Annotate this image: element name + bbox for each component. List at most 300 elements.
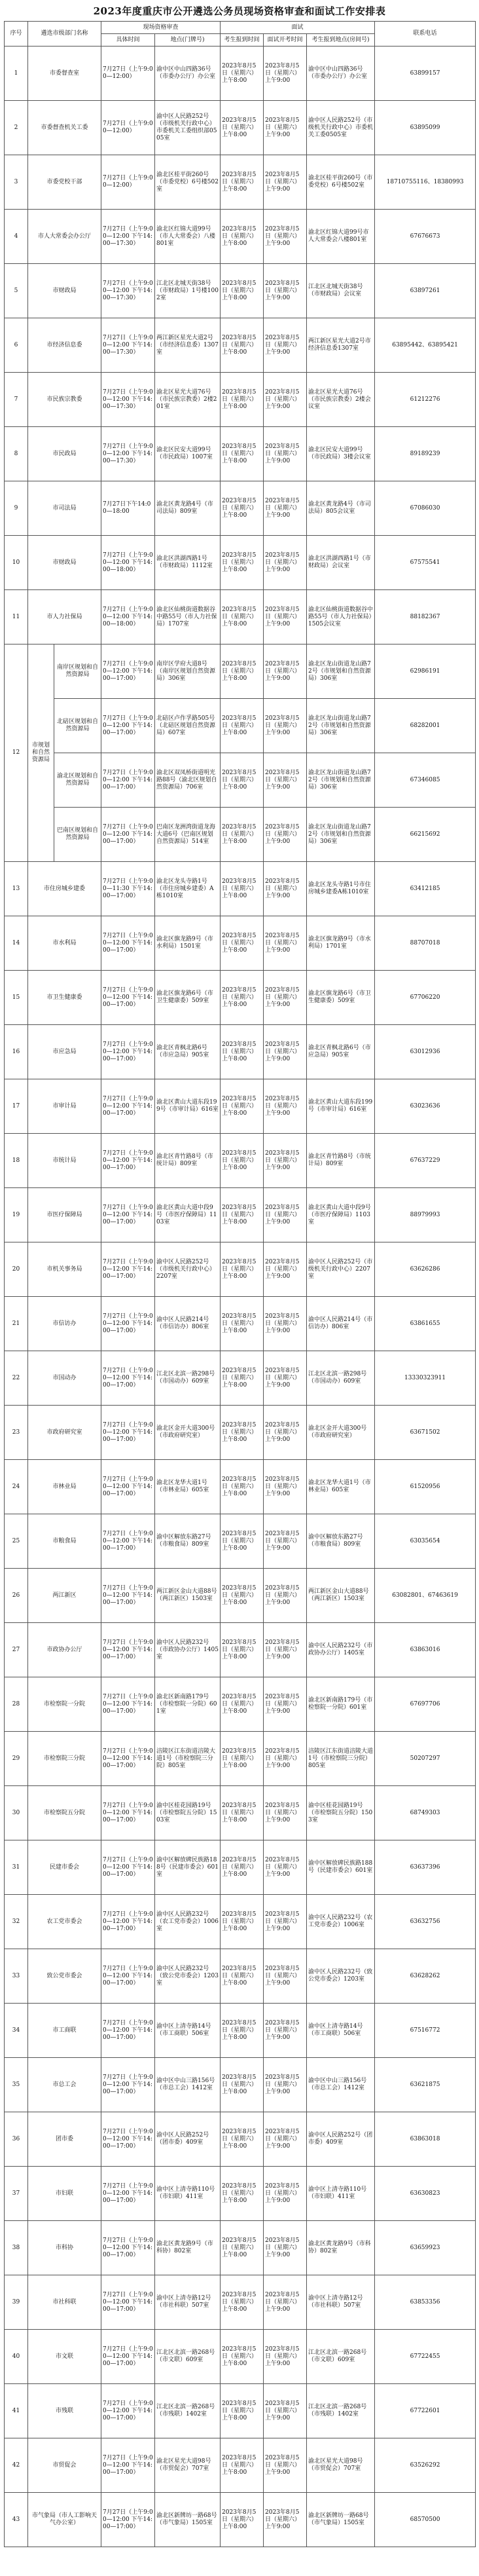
interview-time-cell: 2023年8月5日（星期六）上午9:00 xyxy=(264,1188,307,1242)
table-row xyxy=(5,2493,476,2547)
table-row xyxy=(5,318,476,373)
interview-time-cell: 2023年8月5日（星期六）上午9:00 xyxy=(264,2438,307,2493)
interview-place-cell: 渝中区中山三路156号（市总工会）1412室 xyxy=(307,2058,375,2112)
unit-cell: 市统计局 xyxy=(28,1134,101,1188)
table-row xyxy=(5,1351,476,1406)
unit-cell: 市委党校干部 xyxy=(28,155,101,210)
phone-cell: 63621875 xyxy=(375,2058,476,2112)
review-time-cell: 7月27日（上午9:00—12:00 下午14:00—17:30） xyxy=(101,373,155,427)
interview-time-cell: 2023年8月5日（星期六）上午9:00 xyxy=(264,101,307,155)
interview-time-cell: 2023年8月5日（星期六）上午9:00 xyxy=(264,1623,307,1677)
row-index-cell: 18 xyxy=(5,1134,28,1188)
arrive-time-cell: 2023年8月5日（星期六）上午8:00 xyxy=(221,264,264,318)
phone-cell: 67722601 xyxy=(375,2384,476,2438)
interview-place-cell: 两江新区金山大道88号（两江新区）1503室 xyxy=(307,1569,375,1623)
unit-cell: 市卫生健康委 xyxy=(28,971,101,1025)
review-time-cell: 7月27日（上午9:00—12:00 下午14:00—17:00） xyxy=(101,2493,155,2547)
review-place-cell: 渝中区解放东路27号（市粮食局）809室 xyxy=(155,1514,221,1569)
table-row xyxy=(5,1840,476,1895)
arrive-time-cell: 2023年8月5日（星期六）上午8:00 xyxy=(221,373,264,427)
review-place-cell: 渝北区黄山大道东段199号（市审计局）616室 xyxy=(155,1079,221,1134)
review-place-cell: 渝中区人民路214号（市信访办）806室 xyxy=(155,1297,221,1351)
unit-cell: 市贸促会 xyxy=(28,2438,101,2493)
interview-time-cell: 2023年8月5日（星期六）上午9:00 xyxy=(264,1406,307,1460)
interview-time-cell: 2023年8月5日（星期六）上午9:00 xyxy=(264,1079,307,1134)
interview-time-cell: 2023年8月5日（星期六）上午9:00 xyxy=(264,916,307,971)
review-time-cell: 7月27日（上午9:00—12:00 下午14:00—17:00） xyxy=(101,2275,155,2330)
table-header-row xyxy=(5,22,476,34)
interview-time-cell: 2023年8月5日（星期六）上午9:00 xyxy=(264,536,307,590)
review-time-cell: 7月27日（上午9:00—12:00） xyxy=(101,47,155,101)
table-row xyxy=(5,1569,476,1623)
interview-time-cell: 2023年8月5日（星期六）上午9:00 xyxy=(264,2384,307,2438)
interview-time-cell: 2023年8月5日（星期六）上午9:00 xyxy=(264,1677,307,1732)
interview-place-cell: 渝北区新牌坊一路68号（市气象局）1505室 xyxy=(307,2493,375,2547)
table-row xyxy=(5,373,476,427)
review-time-cell: 7月27日（上午9:00—12:00 下午14:00—18:00） xyxy=(101,536,155,590)
review-place-cell: 渝中区人民路232号（市政协办公厅）1405室 xyxy=(155,1623,221,1677)
row-index-cell: 14 xyxy=(5,916,28,971)
unit-cell: 市委督查机关工委 xyxy=(28,101,101,155)
phone-cell: 63035654 xyxy=(375,1514,476,1569)
table-row xyxy=(5,2112,476,2167)
review-time-cell: 7月27日（上午9:00—12:00 下午14:00—17:00） xyxy=(101,2004,155,2058)
interview-place-cell: 渝中区人民路252号（团市委）409室 xyxy=(307,2112,375,2167)
review-time-cell: 7月27日（上午9:00—12:00 下午14:00—17:00） xyxy=(101,1569,155,1623)
review-place-cell: 渝北区桂平街260号（市委党校）6号楼502室 xyxy=(155,155,221,210)
phone-cell: 63897261 xyxy=(375,264,476,318)
arrive-time-cell: 2023年8月5日（星期六）上午8:00 xyxy=(221,1786,264,1840)
arrive-time-cell: 2023年8月5日（星期六）上午8:00 xyxy=(221,1134,264,1188)
row-index-cell: 17 xyxy=(5,1079,28,1134)
unit-cell: 市科协 xyxy=(28,2221,101,2275)
phone-cell: 67516772 xyxy=(375,2004,476,2058)
arrive-time-cell: 2023年8月5日（星期六）上午8:00 xyxy=(221,1623,264,1677)
review-place-cell: 渝北区金开大道300号（市政府研究室） xyxy=(155,1406,221,1460)
phone-cell: 67637229 xyxy=(375,1134,476,1188)
review-time-cell: 7月27日（上午9:00—12:00 下午14:00—17:00） xyxy=(101,699,155,753)
interview-place-cell: 渝中区人民路214号（市信访办）806室 xyxy=(307,1297,375,1351)
review-time-cell: 7月27日（上午9:00—12:00 下午14:00—17:00） xyxy=(101,1242,155,1297)
arrive-time-cell: 2023年8月5日（星期六）上午8:00 xyxy=(221,318,264,373)
unit-cell: 市工商联 xyxy=(28,2004,101,2058)
phone-cell: 67575541 xyxy=(375,536,476,590)
arrive-time-cell: 2023年8月5日（星期六）上午8:00 xyxy=(221,1188,264,1242)
interview-place-cell: 渝北区桂平街260号（市委党校）6号楼502室 xyxy=(307,155,375,210)
arrive-time-cell: 2023年8月5日（星期六）上午8:00 xyxy=(221,1732,264,1786)
phone-cell: 67086030 xyxy=(375,481,476,536)
row-index-cell: 33 xyxy=(5,1949,28,2004)
unit-cell: 市信访办 xyxy=(28,1297,101,1351)
interview-time-cell: 2023年8月5日（星期六）上午9:00 xyxy=(264,1460,307,1514)
arrive-time-cell: 2023年8月5日（星期六）上午8:00 xyxy=(221,699,264,753)
review-time-cell: 7月27日（上午9:00—12:00 下午14:00—17:00） xyxy=(101,2438,155,2493)
interview-time-cell: 2023年8月5日（星期六）上午9:00 xyxy=(264,2058,307,2112)
review-time-cell: 7月27日（上午9:00—12:00 下午14:00—17:30） xyxy=(101,264,155,318)
table-row xyxy=(5,2330,476,2384)
arrive-time-cell: 2023年8月5日（星期六）上午8:00 xyxy=(221,1569,264,1623)
interview-time-cell: 2023年8月5日（星期六）上午9:00 xyxy=(264,699,307,753)
interview-time-cell: 2023年8月5日（星期六）上午9:00 xyxy=(264,481,307,536)
row-index-cell: 15 xyxy=(5,971,28,1025)
row-index-cell: 11 xyxy=(5,590,28,644)
review-place-cell: 渝中区解放碑民族路188号（民建市委会）601室 xyxy=(155,1840,221,1895)
unit-cell: 市审计局 xyxy=(28,1079,101,1134)
phone-cell: 63023636 xyxy=(375,1079,476,1134)
review-place-cell: 渝北区龙华大道1号（市林业局）605室 xyxy=(155,1460,221,1514)
row-index-cell: 2 xyxy=(5,101,28,155)
review-time-cell: 7月27日（上午9:00—12:00 下午14:00—17:00） xyxy=(101,1514,155,1569)
interview-place-cell: 渝北区旗龙路9号（市水利局）1701室 xyxy=(307,916,375,971)
unit-cell: 市检察院一分院 xyxy=(28,1677,101,1732)
review-time-cell: 7月27日（上午9:00—12:00） xyxy=(101,155,155,210)
table-row xyxy=(5,1079,476,1134)
phone-cell: 88182367 xyxy=(375,590,476,644)
table-row xyxy=(5,2438,476,2493)
review-place-cell: 渝北区民安大道99号（市民政局）1007室 xyxy=(155,427,221,481)
arrive-time-cell: 2023年8月5日（星期六）上午8:00 xyxy=(221,2493,264,2547)
phone-cell: 67697706 xyxy=(375,1677,476,1732)
row-index-cell: 13 xyxy=(5,862,28,916)
unit-cell: 市机关事务局 xyxy=(28,1242,101,1297)
schedule-table xyxy=(4,21,476,2547)
review-time-cell: 7月27日（上午9:00—12:00 下午14:00—17:00） xyxy=(101,2167,155,2221)
arrive-time-cell: 2023年8月5日（星期六）上午8:00 xyxy=(221,1406,264,1460)
review-time-cell: 7月27日（上午9:00—12:00 下午14:00—17:00） xyxy=(101,1406,155,1460)
header-review-time: 具体时间 xyxy=(101,34,155,47)
unit-cell: 市人大常委会办公厅 xyxy=(28,210,101,264)
phone-cell: 63628262 xyxy=(375,1949,476,2004)
arrive-time-cell: 2023年8月5日（星期六）上午8:00 xyxy=(221,427,264,481)
phone-cell: 67722455 xyxy=(375,2330,476,2384)
phone-cell: 68570500 xyxy=(375,2493,476,2547)
unit-cell: 市财政局 xyxy=(28,536,101,590)
unit-cell: 市政协办公厅 xyxy=(28,1623,101,1677)
review-time-cell: 7月27日（上午9:00—12:00 下午14:00—17:00） xyxy=(101,1025,155,1079)
arrive-time-cell: 2023年8月5日（星期六）上午8:00 xyxy=(221,1242,264,1297)
unit-cell: 市财政局 xyxy=(28,264,101,318)
review-place-cell: 渝北区青竹路8号（市统计局）809室 xyxy=(155,1134,221,1188)
arrive-time-cell: 2023年8月5日（星期六）上午8:00 xyxy=(221,862,264,916)
review-place-cell: 渝北区黄龙路4号（市司法局）809室 xyxy=(155,481,221,536)
arrive-time-cell: 2023年8月5日（星期六）上午8:00 xyxy=(221,2275,264,2330)
review-place-cell: 渝中区上清寺路14号（市工商联）506室 xyxy=(155,2004,221,2058)
table-row xyxy=(5,264,476,318)
arrive-time-cell: 2023年8月5日（星期六）上午8:00 xyxy=(221,1949,264,2004)
review-time-cell: 7月27日（上午9:00—12:00 下午14:00—18:00） xyxy=(101,590,155,644)
unit-cell: 两江新区 xyxy=(28,1569,101,1623)
header-unit: 遴选市级部门名称 xyxy=(28,22,101,47)
row-index-cell: 36 xyxy=(5,2112,28,2167)
review-time-cell: 7月27日（上午9:00—12:00 下午14:00—17:00） xyxy=(101,1079,155,1134)
row-index-cell: 26 xyxy=(5,1569,28,1623)
review-place-cell: 渝中区人民路252号（市级机关行政中心）2207室 xyxy=(155,1242,221,1297)
table-row xyxy=(5,2167,476,2221)
header-review-place: 地点(门牌号) xyxy=(155,34,221,47)
review-place-cell: 渝中区上清寺路110号（市妇联）411室 xyxy=(155,2167,221,2221)
table-row xyxy=(5,1623,476,1677)
interview-place-cell: 渝北区星光大道76号（市民族宗教委）2楼会议室 xyxy=(307,373,375,427)
table-row xyxy=(5,47,476,101)
phone-cell: 63012936 xyxy=(375,1025,476,1079)
interview-time-cell: 2023年8月5日（星期六）上午9:00 xyxy=(264,1297,307,1351)
unit-cell: 市委督查室 xyxy=(28,47,101,101)
arrive-time-cell: 2023年8月5日（星期六）上午8:00 xyxy=(221,481,264,536)
arrive-time-cell: 2023年8月5日（星期六）上午8:00 xyxy=(221,155,264,210)
row-index-cell: 4 xyxy=(5,210,28,264)
row-index-cell: 27 xyxy=(5,1623,28,1677)
phone-cell: 63082801、67463619 xyxy=(375,1569,476,1623)
row-index-cell: 10 xyxy=(5,536,28,590)
review-time-cell: 7月27日（上午9:00—12:00 下午14:00—17:00） xyxy=(101,1460,155,1514)
phone-cell: 61520956 xyxy=(375,1460,476,1514)
unit-cell: 北碚区规划和自然资源局 xyxy=(54,699,101,753)
review-place-cell: 渝北区旗龙路6号（市卫生健康委）509室 xyxy=(155,971,221,1025)
arrive-time-cell: 2023年8月5日（星期六）上午8:00 xyxy=(221,644,264,699)
phone-cell: 88707018 xyxy=(375,916,476,971)
interview-time-cell: 2023年8月5日（星期六）上午9:00 xyxy=(264,753,307,808)
interview-time-cell: 2023年8月5日（星期六）上午9:00 xyxy=(264,590,307,644)
interview-place-cell: 两江新区星光大道2号市经济信息委1307室 xyxy=(307,318,375,373)
review-time-cell: 7月27日（上午9:00—12:00 下午14:00—17:00） xyxy=(101,2221,155,2275)
interview-place-cell: 渝北区红锦大道99号市人大常委会八楼801室 xyxy=(307,210,375,264)
review-time-cell: 7月27日（上午9:00—12:00 下午14:00—17:00） xyxy=(101,753,155,808)
interview-place-cell: 渝北区星光大道98号（市贸促会）707室 xyxy=(307,2438,375,2493)
phone-cell: 63895442、63895421 xyxy=(375,318,476,373)
interview-time-cell: 2023年8月5日（星期六）上午9:00 xyxy=(264,318,307,373)
review-place-cell: 渝北区龙头寺路1号（市住房城乡建委）A栋1010室 xyxy=(155,862,221,916)
unit-cell: 民建市委会 xyxy=(28,1840,101,1895)
review-place-cell: 渝北区黄山大道中段9号（市医疗保障局）1103室 xyxy=(155,1188,221,1242)
interview-place-cell: 渝北区黄龙路4号（市司法局）805会议室 xyxy=(307,481,375,536)
unit-cell: 市检察院五分院 xyxy=(28,1786,101,1840)
unit-cell: 农工党市委会 xyxy=(28,1895,101,1949)
interview-place-cell: 渝中区上清寺路14号（市工商联）506室 xyxy=(307,2004,375,2058)
review-time-cell: 7月27日（上午9:00—12:00 下午14:00—17:00） xyxy=(101,916,155,971)
row-index-cell: 37 xyxy=(5,2167,28,2221)
interview-place-cell: 江北区北滨一路298号（市国动办）609室 xyxy=(307,1351,375,1406)
review-time-cell: 7月27日（上午9:00—12:00 下午14:00—17:00） xyxy=(101,2330,155,2384)
interview-place-cell: 渝中区解放碑民族路188号（民建市委会）601室 xyxy=(307,1840,375,1895)
interview-place-cell: 渝北区龙华大道1号（市林业局）605室 xyxy=(307,1460,375,1514)
interview-time-cell: 2023年8月5日（星期六）上午9:00 xyxy=(264,2112,307,2167)
row-index-cell: 40 xyxy=(5,2330,28,2384)
review-time-cell: 7月27日（上午9:00—12:00 下午14:00—17:00） xyxy=(101,1297,155,1351)
table-row xyxy=(5,1895,476,1949)
interview-place-cell: 渝北区龙山街道龙山路72号（市规划和自然资源局）306室 xyxy=(307,753,375,808)
interview-place-cell: 江北区北滨一路268号（市残联）1402室 xyxy=(307,2384,375,2438)
phone-cell: 63630823 xyxy=(375,2167,476,2221)
table-row xyxy=(5,1460,476,1514)
arrive-time-cell: 2023年8月5日（星期六）上午8:00 xyxy=(221,1677,264,1732)
arrive-time-cell: 2023年8月5日（星期六）上午8:00 xyxy=(221,47,264,101)
table-row xyxy=(5,2221,476,2275)
review-place-cell: 渝中区人民路232号（农工党市委会）1006室 xyxy=(155,1895,221,1949)
unit-cell: 市民族宗教委 xyxy=(28,373,101,427)
table-row xyxy=(5,1406,476,1460)
row-index-cell: 39 xyxy=(5,2275,28,2330)
interview-time-cell: 2023年8月5日（星期六）上午9:00 xyxy=(264,862,307,916)
interview-time-cell: 2023年8月5日（星期六）上午9:00 xyxy=(264,1732,307,1786)
unit-cell: 市应急局 xyxy=(28,1025,101,1079)
arrive-time-cell: 2023年8月5日（星期六）上午8:00 xyxy=(221,916,264,971)
review-time-cell: 7月27日（上午9:00—12:00 下午14:00—17:30） xyxy=(101,427,155,481)
interview-time-cell: 2023年8月5日（星期六）上午9:00 xyxy=(264,2167,307,2221)
interview-place-cell: 江北区北滨一路268号（市文联）609室 xyxy=(307,2330,375,2384)
interview-place-cell: 渝北区黄龙路9号（市科协）802室 xyxy=(307,2221,375,2275)
phone-cell: 66215692 xyxy=(375,808,476,862)
header-phone: 联系电话 xyxy=(375,22,476,47)
row-index-cell: 35 xyxy=(5,2058,28,2112)
row-index-cell: 20 xyxy=(5,1242,28,1297)
review-time-cell: 7月27日（上午9:00—12:00 下午14:00—17:00） xyxy=(101,1623,155,1677)
review-place-cell: 渝北区星光大道98号（市贸促会）707室 xyxy=(155,2438,221,2493)
review-place-cell: 渝中区人民路252号（市级机关行政中心）市委机关工委组织部0505室 xyxy=(155,101,221,155)
table-row xyxy=(5,2384,476,2438)
review-time-cell: 7月27日（上午9:00—12:00 下午14:00—17:00） xyxy=(101,1895,155,1949)
table-row xyxy=(5,2058,476,2112)
unit-cell: 市水利局 xyxy=(28,916,101,971)
interview-place-cell: 渝北区龙山街道龙山路72号（市规划和自然资源局）306室 xyxy=(307,644,375,699)
arrive-time-cell: 2023年8月5日（星期六）上午8:00 xyxy=(221,2167,264,2221)
arrive-time-cell: 2023年8月5日（星期六）上午8:00 xyxy=(221,1079,264,1134)
review-place-cell: 渝北区双凤桥街道明光路88号（渝北区规划自然资源局）706室 xyxy=(155,753,221,808)
arrive-time-cell: 2023年8月5日（星期六）上午8:00 xyxy=(221,536,264,590)
unit-cell: 致公党市委会 xyxy=(28,1949,101,2004)
table-row xyxy=(5,753,476,808)
interview-place-cell: 渝北区旗龙路6号（市卫生健康委）509室 xyxy=(307,971,375,1025)
row-index-cell: 12 xyxy=(5,644,28,862)
row-index-cell: 30 xyxy=(5,1786,28,1840)
interview-time-cell: 2023年8月5日（星期六）上午9:00 xyxy=(264,644,307,699)
review-place-cell: 涪陵区江东街道涪陵大道1号（市检察院三分院）805室 xyxy=(155,1732,221,1786)
phone-cell: 63853356 xyxy=(375,2275,476,2330)
row-index-cell: 28 xyxy=(5,1677,28,1732)
row-index-cell: 3 xyxy=(5,155,28,210)
review-time-cell: 7月27日（上午9:00—12:00 下午14:00—17:00） xyxy=(101,2112,155,2167)
interview-place-cell: 渝中区桂花园路19号（市检察院五分院）1503室 xyxy=(307,1786,375,1840)
arrive-time-cell: 2023年8月5日（星期六）上午8:00 xyxy=(221,1460,264,1514)
table-row xyxy=(5,862,476,916)
phone-cell: 63863016 xyxy=(375,1623,476,1677)
row-index-cell: 24 xyxy=(5,1460,28,1514)
interview-place-cell: 渝中区人民路252号（市级机关行政中心）市委机关工委0505室 xyxy=(307,101,375,155)
review-time-cell: 7月27日（上午9:00—12:00 下午14:00—17:00） xyxy=(101,1732,155,1786)
phone-cell: 67706220 xyxy=(375,971,476,1025)
phone-cell: 63671502 xyxy=(375,1406,476,1460)
arrive-time-cell: 2023年8月5日（星期六）上午8:00 xyxy=(221,2221,264,2275)
interview-time-cell: 2023年8月5日（星期六）上午9:00 xyxy=(264,971,307,1025)
review-place-cell: 渝北区星光大道76号（市民族宗教委）2楼201室 xyxy=(155,373,221,427)
arrive-time-cell: 2023年8月5日（星期六）上午8:00 xyxy=(221,2058,264,2112)
unit-cell: 市妇联 xyxy=(28,2167,101,2221)
phone-cell: 63526292 xyxy=(375,2438,476,2493)
review-place-cell: 渝北区黄龙路9号（市科协）802室 xyxy=(155,2221,221,2275)
phone-cell: 67676673 xyxy=(375,210,476,264)
interview-place-cell: 渝北区青竹路8号（市统计局）809室 xyxy=(307,1134,375,1188)
row-index-cell: 31 xyxy=(5,1840,28,1895)
row-index-cell: 5 xyxy=(5,264,28,318)
interview-place-cell: 渝中区人民路252号（市级机关行政中心）2207室 xyxy=(307,1242,375,1297)
interview-place-cell: 渝北区民安大道99号（市民政局）3楼会议室 xyxy=(307,427,375,481)
unit-cell: 市政府研究室 xyxy=(28,1406,101,1460)
interview-time-cell: 2023年8月5日（星期六）上午9:00 xyxy=(264,1569,307,1623)
interview-place-cell: 渝中区人民路232号（农工党市委会）1006室 xyxy=(307,1895,375,1949)
review-time-cell: 7月27日（上午9:00—12:00 下午14:00—17:00） xyxy=(101,1134,155,1188)
arrive-time-cell: 2023年8月5日（星期六）上午8:00 xyxy=(221,1895,264,1949)
arrive-time-cell: 2023年8月5日（星期六）上午8:00 xyxy=(221,1297,264,1351)
row-index-cell: 22 xyxy=(5,1351,28,1406)
interview-place-cell: 渝北区仙桃街道数据谷中路55号（市人力社保局）1505会议室 xyxy=(307,590,375,644)
header-review-group: 现场资格审查 xyxy=(101,22,221,34)
page-title: 2023年度重庆市公开遴选公务员现场资格审查和面试工作安排表 xyxy=(93,5,386,17)
unit-cell: 市司法局 xyxy=(28,481,101,536)
row-index-cell: 41 xyxy=(5,2384,28,2438)
review-place-cell: 渝中区人民路232号（致公党市委会）1203室 xyxy=(155,1949,221,2004)
review-time-cell: 7月27日（上午9:00—12:00 下午14:00—17:00） xyxy=(101,808,155,862)
row-index-cell: 23 xyxy=(5,1406,28,1460)
interview-time-cell: 2023年8月5日（星期六）上午9:00 xyxy=(264,1895,307,1949)
interview-place-cell: 渝中区人民路232号（市政协办公厅）1405室 xyxy=(307,1623,375,1677)
phone-cell: 63899157 xyxy=(375,47,476,101)
arrive-time-cell: 2023年8月5日（星期六）上午8:00 xyxy=(221,2112,264,2167)
unit-cell: 市民政局 xyxy=(28,427,101,481)
unit-cell: 市粮食局 xyxy=(28,1514,101,1569)
arrive-time-cell: 2023年8月5日（星期六）上午8:00 xyxy=(221,210,264,264)
arrive-time-cell: 2023年8月5日（星期六）上午8:00 xyxy=(221,808,264,862)
review-time-cell: 7月27日（上午9:00—12:00 下午14:00—17:00） xyxy=(101,1786,155,1840)
interview-place-cell: 渝北区金开大道300号（市政府研究室） xyxy=(307,1406,375,1460)
phone-cell: 63895099 xyxy=(375,101,476,155)
phone-cell: 63659923 xyxy=(375,2221,476,2275)
table-row xyxy=(5,1242,476,1297)
interview-time-cell: 2023年8月5日（星期六）上午9:00 xyxy=(264,2330,307,2384)
phone-cell: 63632756 xyxy=(375,1895,476,1949)
review-place-cell: 江北区北滨一路268号（市残联）1402室 xyxy=(155,2384,221,2438)
interview-time-cell: 2023年8月5日（星期六）上午9:00 xyxy=(264,210,307,264)
interview-time-cell: 2023年8月5日（星期六）上午9:00 xyxy=(264,1242,307,1297)
unit-cell: 市国动办 xyxy=(28,1351,101,1406)
phone-cell: 63412185 xyxy=(375,862,476,916)
phone-cell: 18710755116、18380993 xyxy=(375,155,476,210)
interview-time-cell: 2023年8月5日（星期六）上午9:00 xyxy=(264,2275,307,2330)
table-row xyxy=(5,481,476,536)
row-index-cell: 25 xyxy=(5,1514,28,1569)
unit-cell: 市经济信息委 xyxy=(28,318,101,373)
table-row xyxy=(5,101,476,155)
table-row xyxy=(5,2275,476,2330)
row-index-cell: 43 xyxy=(5,2493,28,2547)
interview-time-cell: 2023年8月5日（星期六）上午9:00 xyxy=(264,1840,307,1895)
phone-cell: 68282001 xyxy=(375,699,476,753)
unit-cell: 市住房城乡建委 xyxy=(28,862,101,916)
arrive-time-cell: 2023年8月5日（星期六）上午8:00 xyxy=(221,2438,264,2493)
interview-time-cell: 2023年8月5日（星期六）上午9:00 xyxy=(264,264,307,318)
table-row xyxy=(5,2004,476,2058)
interview-place-cell: 渝北区洪湖西路1号（市财政局）会议室 xyxy=(307,536,375,590)
interview-time-cell: 2023年8月5日（星期六）上午9:00 xyxy=(264,1351,307,1406)
arrive-time-cell: 2023年8月5日（星期六）上午8:00 xyxy=(221,1025,264,1079)
interview-time-cell: 2023年8月5日（星期六）上午9:00 xyxy=(264,373,307,427)
review-place-cell: 渝中区桂花园路19号（市检察院五分院）1503室 xyxy=(155,1786,221,1840)
review-time-cell: 7月27日（上午9:00—12:00 下午14:00—17:00） xyxy=(101,1677,155,1732)
phone-cell: 63863018 xyxy=(375,2112,476,2167)
unit-cell: 市医疗保障局 xyxy=(28,1188,101,1242)
interview-time-cell: 2023年8月5日（星期六）上午9:00 xyxy=(264,1786,307,1840)
row-index-cell: 42 xyxy=(5,2438,28,2493)
review-place-cell: 江北区北滨一路268号（市文联）609室 xyxy=(155,2330,221,2384)
phone-cell: 13330323911 xyxy=(375,1351,476,1406)
